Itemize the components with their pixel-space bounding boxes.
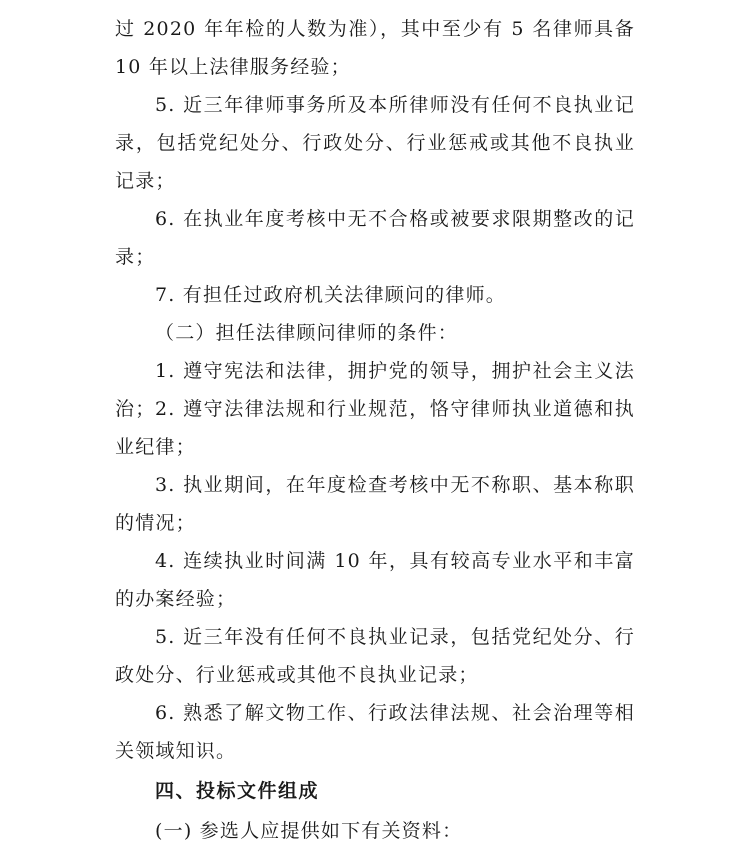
paragraph-item-4-lawyer: 4. 连续执业时间满 10 年，具有较高专业水平和丰富的办案经验； (115, 550, 635, 610)
paragraph-item-3-lawyer: 3. 执业期间，在年度检查考核中无不称职、基本称职的情况； (115, 474, 635, 534)
paragraph-item-5-firm: 5. 近三年律师事务所及本所律师没有任何不良执业记录，包括党纪处分、行政处分、行业惩戒或其他不良执业记录； (115, 94, 635, 192)
paragraph-item-1-lawyer: 1. 遵守宪法和法律，拥护党的领导，拥护社会主义法治； (115, 360, 635, 420)
paragraph-item-6-firm: 6. 在执业年度考核中无不合格或被要求限期整改的记录； (115, 208, 635, 268)
subsection-heading-lawyer-conditions: （二）担任法律顾问律师的条件： (155, 322, 459, 344)
section-heading: 四、投标文件组成 (155, 780, 320, 802)
subsection-heading-materials: (一) 参选人应提供如下有关资料： (155, 820, 463, 842)
paragraph-item-6-lawyer: 6. 熟悉了解文物工作、行政法律法规、社会治理等相关领域知识。 (115, 702, 635, 762)
paragraph-item-7-firm: 7. 有担任过政府机关法律顾问的律师。 (155, 284, 506, 306)
paragraph-continuation: 过 2020 年年检的人数为准），其中至少有 5 名律师具备 10 年以上法律服务经验； (115, 18, 635, 78)
paragraph-item-2-lawyer: 2. 遵守法律法规和行业规范，恪守律师执业道德和执业纪律； (115, 398, 635, 458)
paragraph-item-5-lawyer: 5. 近三年没有任何不良执业记录，包括党纪处分、行政处分、行业惩戒或其他不良执业记录； (115, 626, 635, 686)
